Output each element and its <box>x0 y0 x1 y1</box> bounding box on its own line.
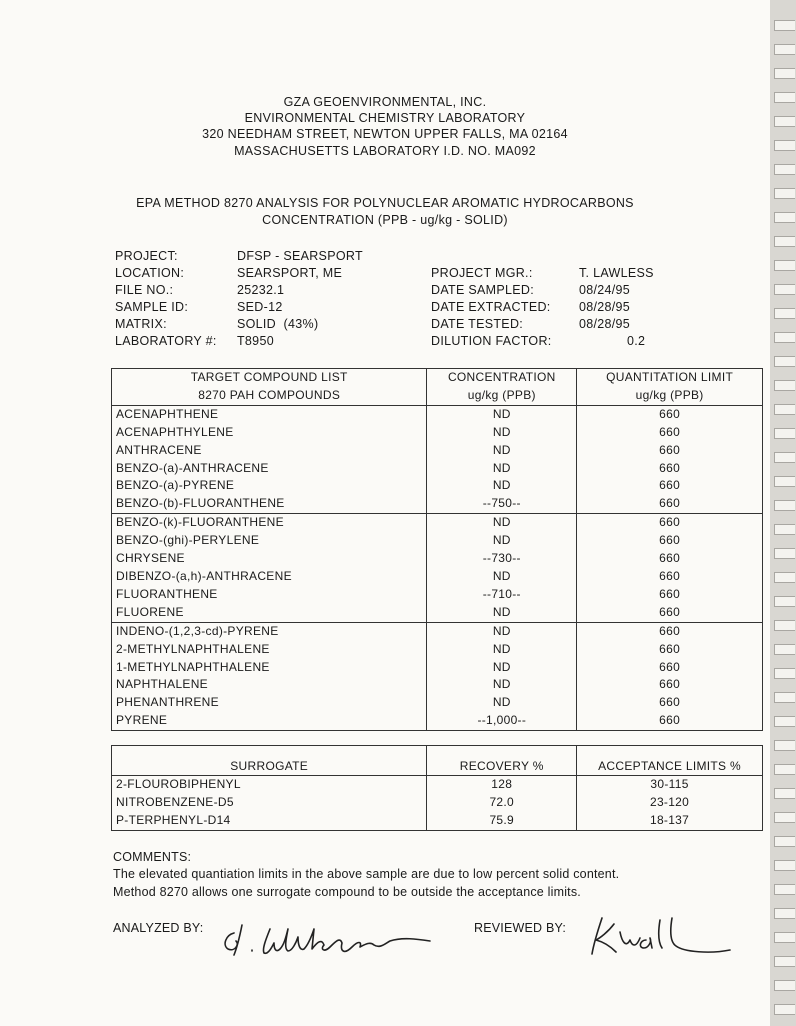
binding-tab <box>774 332 795 343</box>
table-row <box>112 676 763 694</box>
surrogate-name: P-TERPHENYL-D14 <box>112 812 427 830</box>
analyzed-by-label: ANALYZED BY: <box>113 921 204 935</box>
table-row <box>112 586 763 604</box>
lab-name: GZA GEOENVIRONMENTAL, INC. <box>283 95 487 109</box>
limit-value: 660 <box>577 405 763 423</box>
limit-value: 660 <box>577 641 763 659</box>
comment-line-2: Method 8270 allows one surrogate compound to be outside the acceptance limits. <box>113 885 581 899</box>
analyst-signature <box>212 915 442 961</box>
table-row <box>112 622 763 640</box>
compound-name: PHENANTHRENE <box>112 694 427 712</box>
binding-tab <box>774 644 795 655</box>
table-row <box>112 550 763 568</box>
table-row <box>112 424 763 442</box>
file-no-value: 25232.1 <box>237 283 285 297</box>
binding-tab <box>774 956 795 967</box>
binding-tab <box>774 212 795 223</box>
limit-value: 660 <box>577 495 763 513</box>
concentration-value: ND <box>427 676 577 694</box>
binding-tab <box>774 44 795 55</box>
table-row <box>112 532 763 550</box>
reviewer-signature <box>580 910 740 960</box>
concentration-value: --710-- <box>427 586 577 604</box>
binding-tab <box>774 836 795 847</box>
binding-tab <box>774 668 795 679</box>
table-row <box>112 794 763 812</box>
project-manager-label: PROJECT MGR.: <box>431 266 533 280</box>
table-row <box>112 604 763 622</box>
header-target-compound: TARGET COMPOUND LIST <box>112 369 427 387</box>
date-tested-value: 08/28/95 <box>579 317 631 331</box>
binding-tab <box>774 932 795 943</box>
concentration-value: ND <box>427 604 577 622</box>
date-sampled-label: DATE SAMPLED: <box>431 283 534 297</box>
limit-value: 660 <box>577 442 763 460</box>
concentration-value: ND <box>427 460 577 478</box>
table-row <box>112 568 763 586</box>
table-row <box>112 460 763 478</box>
table-row <box>112 442 763 460</box>
recovery-value: 72.0 <box>427 794 577 812</box>
binding-tab <box>774 92 795 103</box>
lab-id: MASSACHUSETTS LABORATORY I.D. NO. MA092 <box>234 144 536 158</box>
concentration-value: ND <box>427 641 577 659</box>
concentration-value: ND <box>427 532 577 550</box>
binding-tab <box>774 812 795 823</box>
binding-tab <box>774 860 795 871</box>
laboratory-number-value: T8950 <box>237 334 274 348</box>
laboratory-number-label: LABORATORY #: <box>115 334 217 348</box>
table-row <box>112 659 763 677</box>
table-row <box>112 776 763 794</box>
binding-tab <box>774 308 795 319</box>
binding-tab <box>774 740 795 751</box>
binding-tab <box>774 596 795 607</box>
binding-tab <box>774 68 795 79</box>
header-limit-units: ug/kg (PPB) <box>577 387 763 405</box>
sample-id-value: SED-12 <box>237 300 283 314</box>
binding-tab <box>774 188 795 199</box>
compound-name: BENZO-(ghi)-PERYLENE <box>112 532 427 550</box>
file-no-label: FILE NO.: <box>115 283 174 297</box>
date-extracted-value: 08/28/95 <box>579 300 631 314</box>
compound-name: 2-METHYLNAPHTHALENE <box>112 641 427 659</box>
compound-name: NAPHTHALENE <box>112 676 427 694</box>
compound-name: PYRENE <box>112 712 427 730</box>
table-row <box>112 712 763 730</box>
compound-name: FLUORANTHENE <box>112 586 427 604</box>
acceptance-limits-value: 23-120 <box>577 794 763 812</box>
limit-value: 660 <box>577 622 763 640</box>
date-tested-label: DATE TESTED: <box>431 317 524 331</box>
dilution-factor-label: DILUTION FACTOR: <box>431 334 552 348</box>
concentration-value: ND <box>427 622 577 640</box>
binding-tab <box>774 116 795 127</box>
binding-tab <box>774 452 795 463</box>
compound-name: BENZO-(b)-FLUORANTHENE <box>112 495 427 513</box>
binding-tab <box>774 428 795 439</box>
matrix-value: SOLID (43%) <box>237 317 319 331</box>
binding-tab <box>774 260 795 271</box>
project-label: PROJECT: <box>115 249 178 263</box>
concentration-value: ND <box>427 442 577 460</box>
concentration-value: ND <box>427 568 577 586</box>
binding-tab <box>774 404 795 415</box>
concentration-value: --750-- <box>427 495 577 513</box>
limit-value: 660 <box>577 586 763 604</box>
header-concentration: CONCENTRATION <box>427 369 577 387</box>
table-row <box>112 641 763 659</box>
table-row <box>112 405 763 423</box>
binding-tab <box>774 20 795 31</box>
table-row <box>112 812 763 830</box>
header-acceptance-limits: ACCEPTANCE LIMITS % <box>577 758 763 776</box>
concentration-value: --1,000-- <box>427 712 577 730</box>
limit-value: 660 <box>577 604 763 622</box>
compound-name: BENZO-(a)-PYRENE <box>112 477 427 495</box>
acceptance-limits-value: 18-137 <box>577 812 763 830</box>
concentration-value: ND <box>427 477 577 495</box>
header-concentration-units: ug/kg (PPB) <box>427 387 577 405</box>
limit-value: 660 <box>577 550 763 568</box>
limit-value: 660 <box>577 712 763 730</box>
limit-value: 660 <box>577 659 763 677</box>
matrix-label: MATRIX: <box>115 317 167 331</box>
binding-tab <box>774 620 795 631</box>
binding-tab <box>774 164 795 175</box>
binding-tab <box>774 548 795 559</box>
binding-tab <box>774 284 795 295</box>
compound-name: ANTHRACENE <box>112 442 427 460</box>
limit-value: 660 <box>577 460 763 478</box>
binding-tab <box>774 788 795 799</box>
binding-tab <box>774 980 795 991</box>
concentration-value: ND <box>427 659 577 677</box>
recovery-value: 75.9 <box>427 812 577 830</box>
compound-name: DIBENZO-(a,h)-ANTHRACENE <box>112 568 427 586</box>
binding-tab <box>774 1004 795 1015</box>
acceptance-limits-value: 30-115 <box>577 776 763 794</box>
compound-name: BENZO-(a)-ANTHRACENE <box>112 460 427 478</box>
binding-tab <box>774 884 795 895</box>
limit-value: 660 <box>577 514 763 532</box>
recovery-value: 128 <box>427 776 577 794</box>
reviewed-by-label: REVIEWED BY: <box>474 921 567 935</box>
project-manager-value: T. LAWLESS <box>579 266 654 280</box>
compound-name: FLUORENE <box>112 604 427 622</box>
table-row <box>112 514 763 532</box>
header-quantitation-limit: QUANTITATION LIMIT <box>577 369 763 387</box>
surrogate-name: NITROBENZENE-D5 <box>112 794 427 812</box>
lab-division: ENVIRONMENTAL CHEMISTRY LABORATORY <box>244 111 526 125</box>
dilution-factor-value: 0.2 <box>627 334 646 348</box>
binding-tab <box>774 764 795 775</box>
compound-name: BENZO-(k)-FLUORANTHENE <box>112 514 427 532</box>
limit-value: 660 <box>577 676 763 694</box>
binding-tab <box>774 476 795 487</box>
limit-value: 660 <box>577 568 763 586</box>
limit-value: 660 <box>577 424 763 442</box>
header-recovery: RECOVERY % <box>427 758 577 776</box>
lab-address: 320 NEEDHAM STREET, NEWTON UPPER FALLS, MA 02164 <box>202 127 568 141</box>
compound-name: 1-METHYLNAPHTHALENE <box>112 659 427 677</box>
spiral-binding <box>770 0 796 1026</box>
concentration-value: --730-- <box>427 550 577 568</box>
project-value: DFSP - SEARSPORT <box>237 249 363 263</box>
limit-value: 660 <box>577 694 763 712</box>
report-title: EPA METHOD 8270 ANALYSIS FOR POLYNUCLEAR AROMATIC HYDROCARBONS <box>136 196 634 210</box>
location-value: SEARSPORT, ME <box>237 266 343 280</box>
concentration-value: ND <box>427 405 577 423</box>
table-row <box>112 477 763 495</box>
binding-tab <box>774 908 795 919</box>
binding-tab <box>774 236 795 247</box>
pah-results-table <box>111 368 763 731</box>
limit-value: 660 <box>577 532 763 550</box>
sample-id-label: SAMPLE ID: <box>115 300 189 314</box>
surrogate-table <box>111 745 763 831</box>
concentration-value: ND <box>427 424 577 442</box>
date-sampled-value: 08/24/95 <box>579 283 631 297</box>
comment-line-1: The elevated quantiation limits in the above sample are due to low percent solid content. <box>113 867 620 881</box>
binding-tab <box>774 572 795 583</box>
compound-name: CHRYSENE <box>112 550 427 568</box>
compound-name: ACENAPHTHENE <box>112 405 427 423</box>
binding-tab <box>774 356 795 367</box>
header-pah-compounds: 8270 PAH COMPOUNDS <box>112 387 427 405</box>
binding-tab <box>774 500 795 511</box>
compound-name: ACENAPHTHYLENE <box>112 424 427 442</box>
compound-name: INDENO-(1,2,3-cd)-PYRENE <box>112 622 427 640</box>
header-surrogate: SURROGATE <box>112 758 427 776</box>
surrogate-name: 2-FLOUROBIPHENYL <box>112 776 427 794</box>
binding-tab <box>774 716 795 727</box>
limit-value: 660 <box>577 477 763 495</box>
concentration-value: ND <box>427 694 577 712</box>
report-subtitle: CONCENTRATION (PPB - ug/kg - SOLID) <box>262 213 508 227</box>
binding-tab <box>774 692 795 703</box>
concentration-value: ND <box>427 514 577 532</box>
comments-label: COMMENTS: <box>113 850 192 864</box>
location-label: LOCATION: <box>115 266 185 280</box>
table-row <box>112 495 763 513</box>
binding-tab <box>774 380 795 391</box>
date-extracted-label: DATE EXTRACTED: <box>431 300 551 314</box>
binding-tab <box>774 140 795 151</box>
table-row <box>112 694 763 712</box>
binding-tab <box>774 524 795 535</box>
